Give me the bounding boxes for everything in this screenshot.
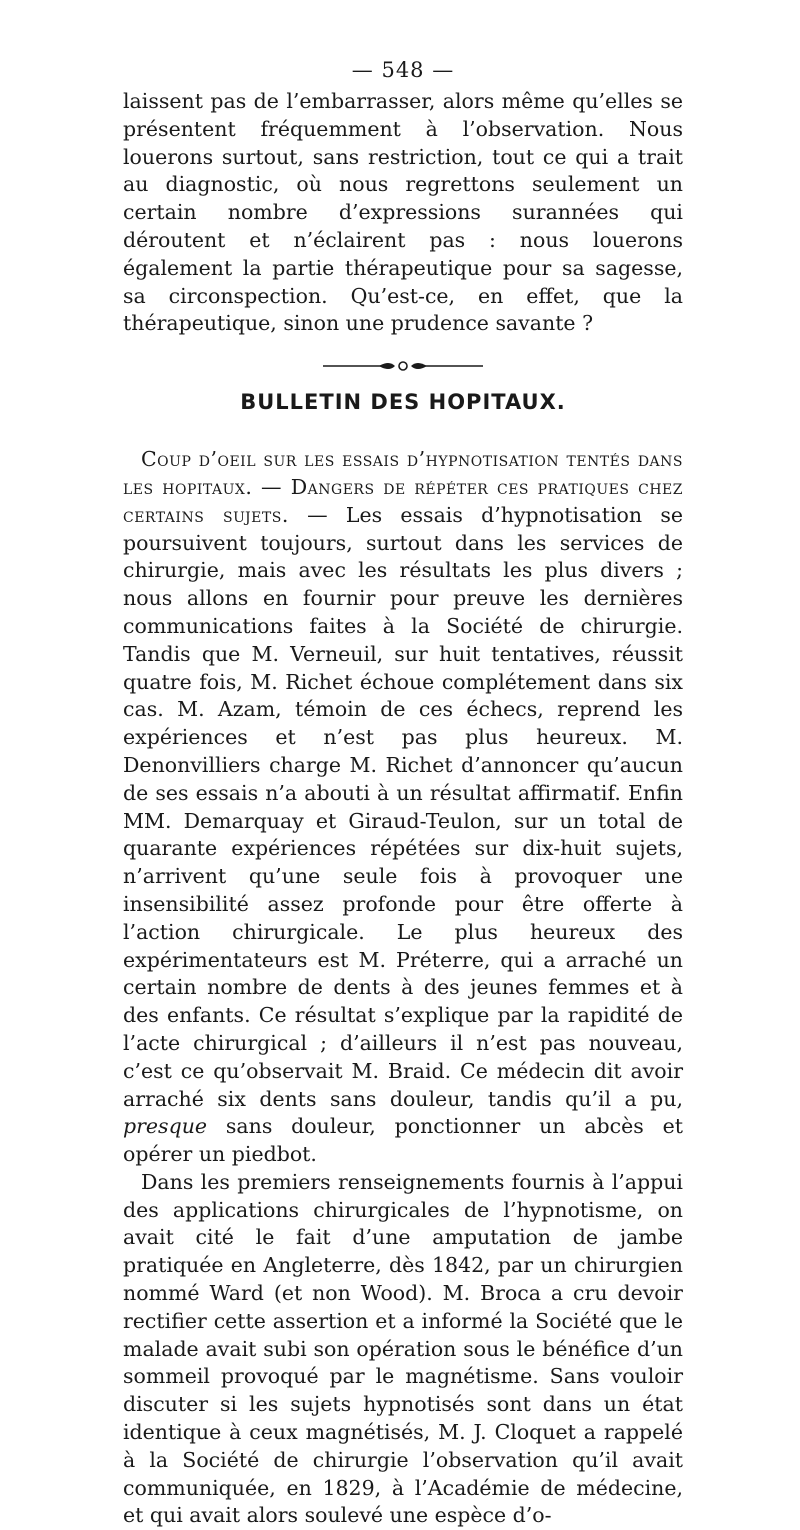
page-number: — 548 — [351,58,455,82]
intro-paragraph: laissent pas de l’embarrasser, alors même qu’elles se présentent fréquemment à l’observation. Nous louerons surtout, sans restriction, tout ce qui a trait au diagnostic, où nous regrettons seulement un certain nombre d’expressions surannées qui déroutent et n’éclairent pas : nous louerons également la partie thérapeutique pour sa sagesse, sa circonspection. Qu’est-ce, en effet, que la thérapeutique, sinon une prudence savante ? [123,89,683,336]
article-paragraph-1 [123,446,683,1169]
italic-word: presque [123,1114,208,1139]
article-paragraph-2: Dans les premiers renseignements fournis à l’appui des applications chirurgicales de l’hypnotisme, on avait cité le fait d’une amputation de jambe pratiquée en Angleterre, dès 1842, par un chirurgien nommé Ward (et non Wood). M. Broca a cru devoir rectifier cette assertion et a informé la Société que le malade avait subi son opération sous le bénéfice d’un sommeil provoqué par le magnétisme. Sans vouloir discuter si les sujets hypnotisés sont dans un état identique à ceux magnétisés, M. J. Cloquet a rappelé à la Société de chirurgie l’observation qu’il avait communiquée, en 1829, à l’Académie de médecine, et qui avait alors soulevé une espèce d’o- [123,1169,683,1528]
ornament-icon [323,360,483,372]
section-title: BULLETIN DES HOPITAUX. [240,390,566,415]
article-paragraph-1-text: — Les essais d’hypnotisation se poursuivent toujours, surtout dans les services de chirurgie, mais avec les résultats les plus divers ; nous allons en fournir pour preuve les dernières communications faites à la Société de chirurgie. Tandis que M. Verneuil, sur huit tentatives, réussit quatre fois, M. Richet échoue complétement dans six cas. M. Azam, témoin de ces échecs, reprend les expériences et n’est pas plus heureux. M. Denonvilliers charge M. Richet d’annoncer qu’aucun de ses essais n’a abouti à un résultat affirmatif. Enfin MM. Demarquay et Giraud-Teulon, sur un total de quarante expériences répétées sur dix-huit sujets, n’arrivent qu’une seule fois à provoquer une insensibilité assez profonde pour être offerte à l’action chirurgicale. Le plus heureux des expérimentateurs est M. Préterre, qui a arraché un certain nombre de dents à des jeunes femmes et à des enfants. Ce résultat s’explique par la rapidité de l’acte chirurgical ; d’ailleurs il n’est pas nouveau, c’est ce qu’observait M. Braid. Ce médecin dit avoir arraché six dents sans douleur, tandis qu’il a pu, [123,502,684,1111]
article-heading: Coup d’oeil sur les essais d’hypnotisation tentés dans les hopitaux. — Dangers de répéter ces pratiques chez certains sujets. [123,447,683,527]
section-divider-ornament [123,360,683,372]
article-paragraph-1-tail: sans douleur, ponctionner un abcès et opérer un piedbot. [123,1114,683,1167]
book-page [123,56,683,1530]
